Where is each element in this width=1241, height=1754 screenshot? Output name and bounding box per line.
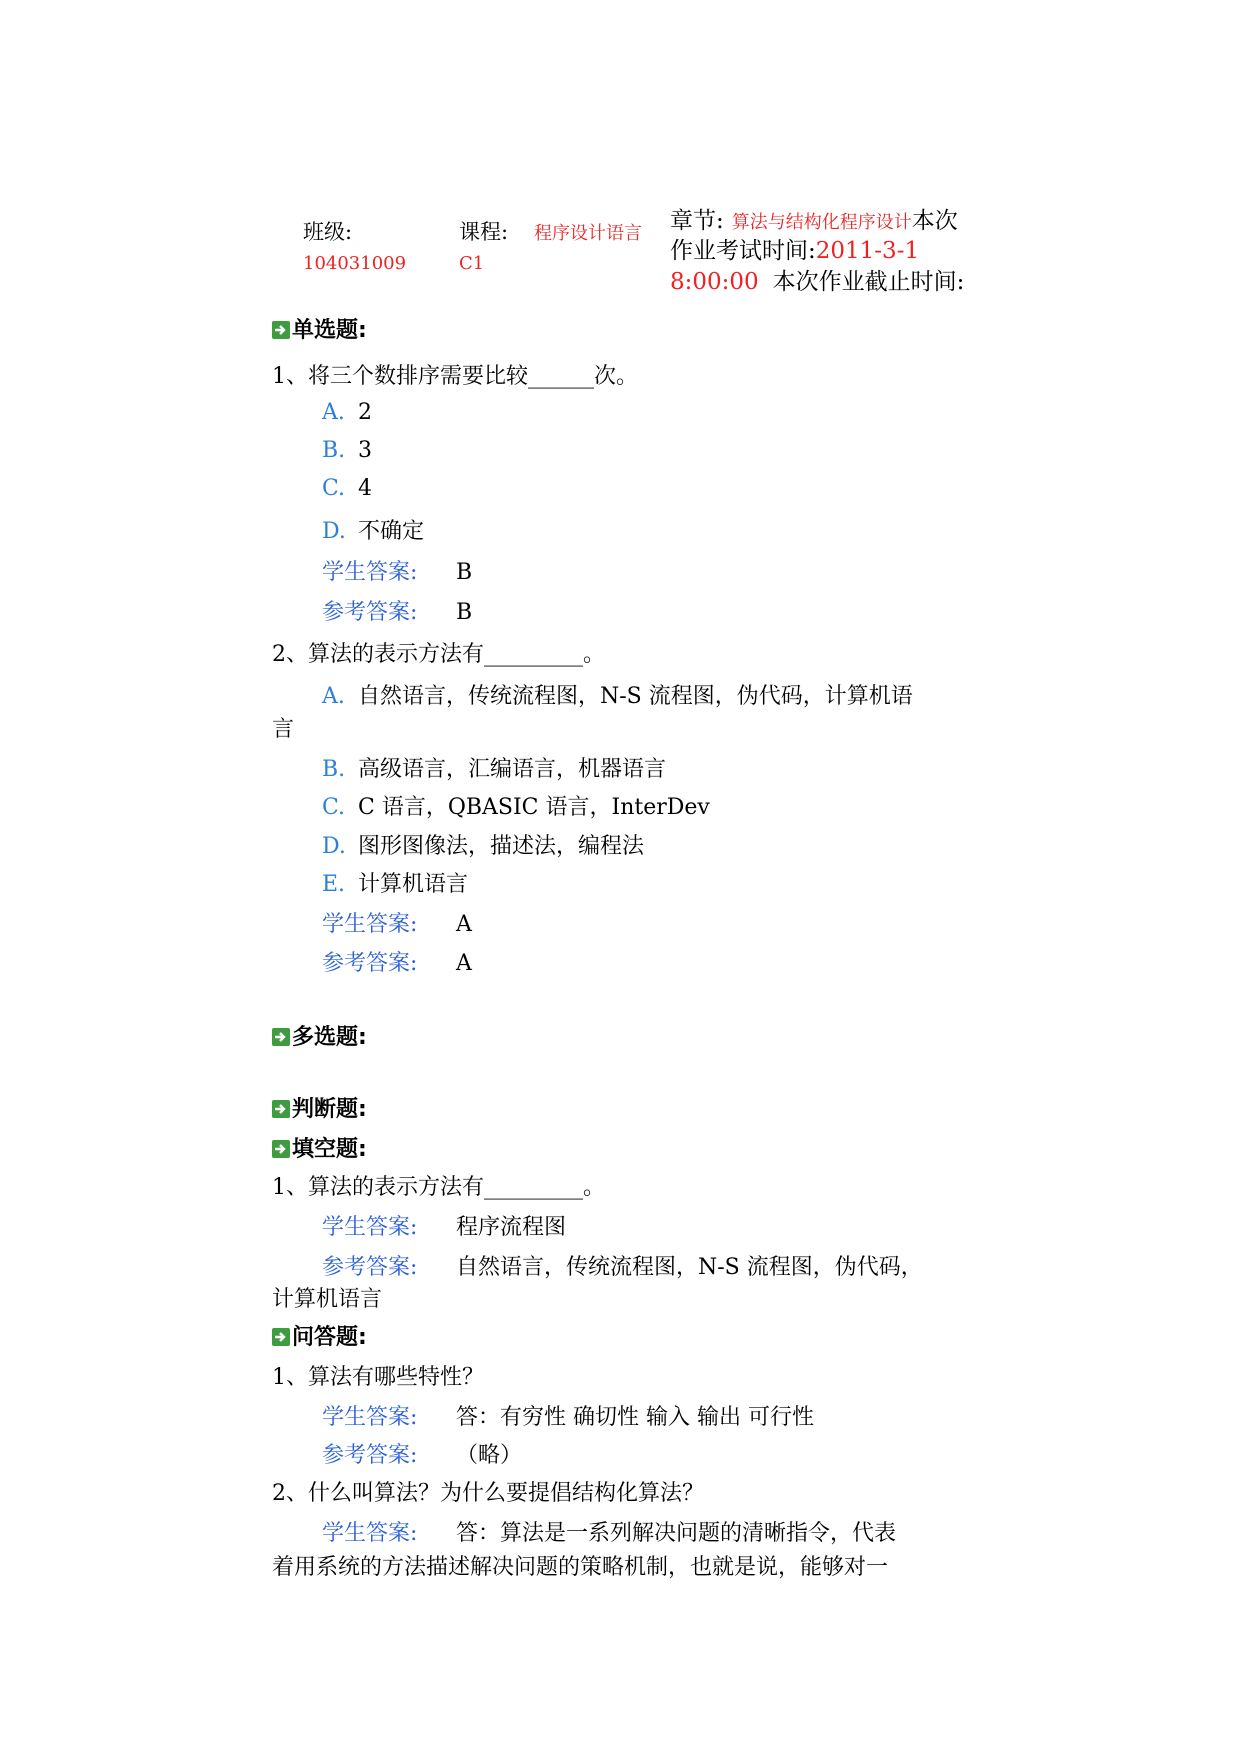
chapter-value: 算法与结构化程序设计 — [731, 212, 912, 233]
arrow-right-icon — [272, 1328, 290, 1346]
reference-answer-label: 参考答案: — [322, 1443, 418, 1468]
section-true-false: 判断题: — [272, 1092, 367, 1123]
section-multi-choice: 多选题: — [272, 1020, 367, 1051]
option-text: 4 — [358, 476, 372, 501]
exam-time-label: 作业考试时间: — [670, 238, 816, 264]
arrow-right-icon — [272, 1028, 290, 1046]
arrow-right-icon — [272, 1100, 290, 1118]
option-b — [322, 438, 372, 463]
option-d — [322, 829, 644, 860]
reference-answer-row — [322, 1438, 522, 1469]
deadline-label: 本次作业截止时间: — [772, 269, 965, 295]
student-answer-value: 程序流程图 — [456, 1215, 567, 1240]
student-answer-row — [322, 1210, 566, 1241]
option-letter: A. — [322, 684, 345, 709]
option-letter: C. — [322, 476, 346, 501]
student-answer-label: 学生答案: — [322, 560, 418, 585]
reference-answer-row — [322, 1250, 923, 1281]
course-value-line1: 程序设计语言 — [534, 223, 642, 244]
student-answer-value: 答：算法是一系列解决问题的清晰指令，代表 — [456, 1521, 897, 1546]
reference-answer-value: A — [456, 951, 472, 976]
option-a-continued: 言 — [272, 717, 295, 742]
chapter-label: 章节: — [670, 208, 724, 234]
option-letter: D. — [322, 834, 346, 859]
option-c — [322, 476, 372, 501]
option-text: 3 — [358, 438, 372, 463]
question-text: 1、将三个数排序需要比较______次。 — [272, 364, 638, 389]
option-e — [322, 867, 468, 898]
option-letter: A. — [322, 400, 345, 425]
reference-answer-value: B — [456, 600, 473, 625]
option-letter: C. — [322, 795, 346, 820]
section-fill-blank: 填空题: — [272, 1132, 367, 1163]
student-answer-row — [322, 907, 472, 938]
chapter-line — [670, 202, 958, 235]
student-answer-continued: 着用系统的方法描述解决问题的策略机制，也就是说，能够对一 — [272, 1555, 889, 1580]
reference-answer-row — [322, 946, 472, 977]
option-letter: B. — [322, 438, 346, 463]
student-answer-row — [322, 1400, 814, 1431]
reference-answer-label: 参考答案: — [322, 600, 418, 625]
option-text: 不确定 — [358, 519, 425, 544]
question-text: 1、算法的表示方法有_________。 — [272, 1175, 605, 1200]
student-answer-value: A — [456, 912, 472, 937]
option-text: 自然语言，传统流程图，N-S 流程图，伪代码，计算机语 — [358, 684, 913, 709]
student-answer-label: 学生答案: — [322, 1405, 418, 1430]
course-label: 课程: — [459, 220, 509, 244]
question-text: 2、算法的表示方法有_________。 — [272, 642, 605, 667]
option-text: 计算机语言 — [358, 872, 469, 897]
reference-answer-value: 自然语言，传统流程图，N-S 流程图，伪代码， — [456, 1255, 923, 1280]
student-answer-label: 学生答案: — [322, 1521, 418, 1546]
option-letter: D. — [322, 519, 346, 544]
student-answer-row — [322, 555, 472, 586]
reference-answer-value: （略） — [456, 1443, 523, 1468]
reference-answer-label: 参考答案: — [322, 951, 418, 976]
question-text: 1、算法有哪些特性？ — [272, 1365, 484, 1390]
arrow-right-icon — [272, 1140, 290, 1158]
option-a — [322, 400, 372, 425]
student-answer-label: 学生答案: — [322, 1215, 418, 1240]
course-value-line2: C1 — [459, 253, 485, 274]
option-letter: B. — [322, 757, 346, 782]
option-c — [322, 790, 710, 821]
arrow-right-icon — [272, 321, 290, 339]
class-value: 104031009 — [303, 253, 407, 274]
option-d — [322, 514, 424, 545]
student-answer-value: 答：有穷性 确切性 输入 输出 可行性 — [456, 1405, 814, 1430]
exam-time-value-line1: 2011-3-1 — [815, 238, 920, 264]
option-text: 图形图像法，描述法，编程法 — [358, 834, 645, 859]
section-single-choice: 单选题: — [272, 313, 367, 344]
option-text: C 语言，QBASIC 语言，InterDev — [358, 795, 710, 820]
option-letter: E. — [322, 872, 346, 897]
student-answer-row — [322, 1516, 896, 1547]
option-a — [322, 679, 913, 710]
question-text: 2、什么叫算法？为什么要提倡结构化算法？ — [272, 1481, 704, 1506]
reference-answer-row — [322, 595, 472, 626]
line1-tail: 本次 — [911, 208, 958, 234]
option-b — [322, 752, 666, 783]
exam-time-value-line2: 8:00:00 — [670, 269, 759, 295]
reference-answer-continued: 计算机语言 — [272, 1287, 383, 1312]
section-qa: 问答题: — [272, 1320, 367, 1351]
option-text: 高级语言，汇编语言，机器语言 — [358, 757, 667, 782]
option-text: 2 — [358, 400, 372, 425]
student-answer-label: 学生答案: — [322, 912, 418, 937]
deadline-line — [670, 263, 964, 296]
exam-time-line — [670, 232, 919, 265]
student-answer-value: B — [456, 560, 473, 585]
class-label: 班级: — [303, 220, 353, 244]
reference-answer-label: 参考答案: — [322, 1255, 418, 1280]
